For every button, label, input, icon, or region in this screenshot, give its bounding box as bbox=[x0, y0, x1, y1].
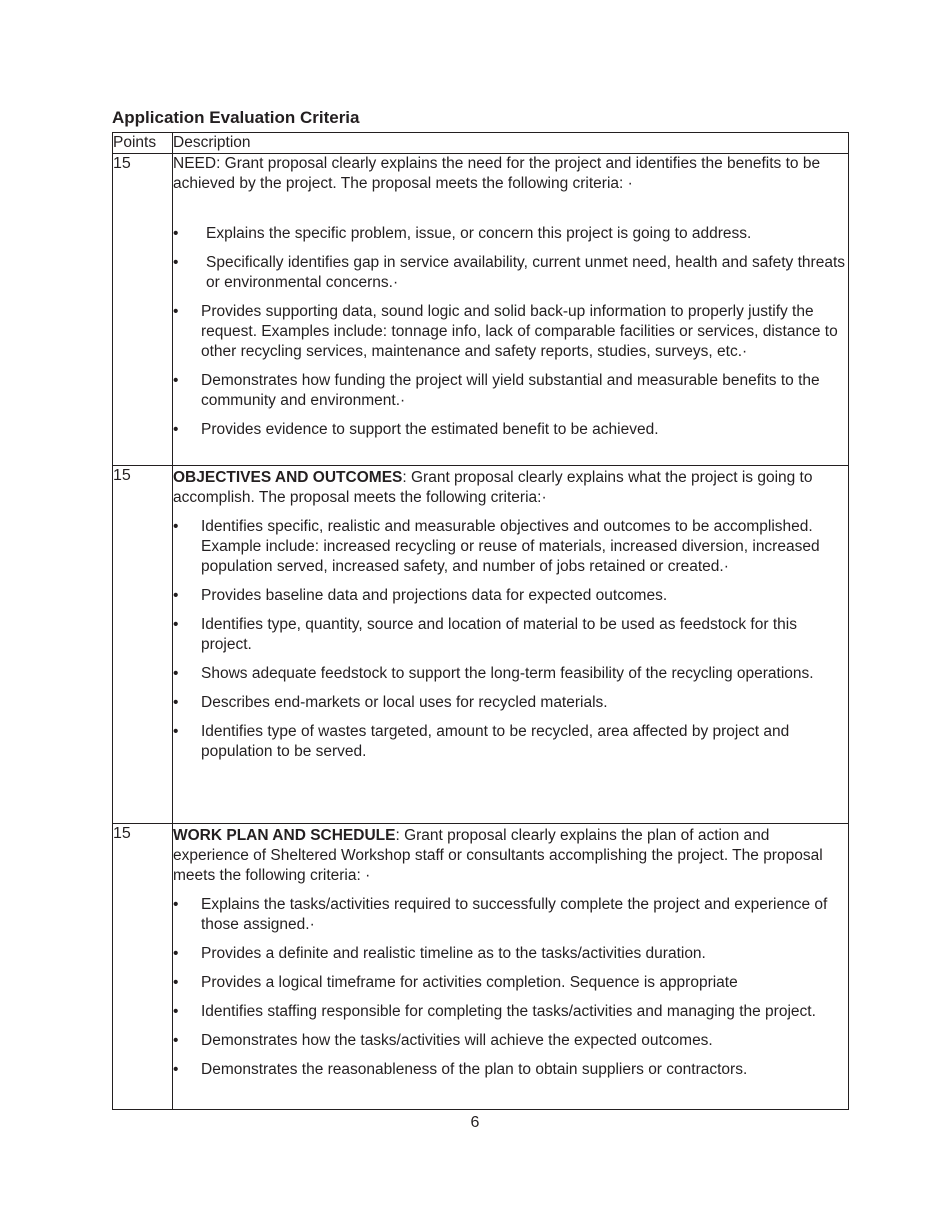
bullet-icon: • bbox=[173, 694, 179, 711]
description-cell bbox=[173, 466, 849, 824]
criteria-lead bbox=[173, 154, 848, 194]
list-item bbox=[173, 664, 848, 684]
criteria-row-objectives bbox=[113, 466, 849, 824]
bullet-icon: • bbox=[173, 254, 179, 271]
criteria-lead-title: WORK PLAN AND SCHEDULE bbox=[173, 827, 396, 844]
list-item bbox=[173, 302, 848, 362]
points-column-header: Points bbox=[113, 133, 173, 154]
bullet-icon: • bbox=[173, 421, 179, 438]
bullet-icon: • bbox=[173, 974, 179, 991]
list-item-text: Provides evidence to support the estimated benefit to be achieved. bbox=[201, 421, 659, 438]
bullet-icon: • bbox=[173, 518, 179, 535]
list-item-text: Provides baseline data and projections data for expected outcomes. bbox=[201, 587, 668, 604]
points-value: 15 bbox=[113, 154, 173, 466]
list-item bbox=[173, 895, 848, 935]
list-item-text: Explains the specific problem, issue, or concern this project is going to address. bbox=[206, 225, 752, 242]
list-item bbox=[173, 586, 848, 606]
list-item bbox=[173, 253, 848, 293]
list-item bbox=[173, 1031, 848, 1051]
bullet-icon: • bbox=[173, 723, 179, 740]
list-item bbox=[173, 420, 848, 440]
list-item-text: Identifies type of wastes targeted, amount to be recycled, area affected by project and population to be served. bbox=[201, 723, 790, 760]
criteria-list bbox=[173, 224, 848, 440]
evaluation-criteria-table bbox=[112, 132, 849, 1110]
list-item bbox=[173, 944, 848, 964]
table-header-row bbox=[113, 133, 849, 154]
list-item-text: Identifies specific, realistic and measurable objectives and outcomes to be accomplished. Example include: increased recycling or reuse of materials, increased diversion, increased population served, increased safety, and number of jobs retained or created.· bbox=[201, 518, 820, 575]
criteria-lead-title: OBJECTIVES AND OUTCOMES bbox=[173, 469, 403, 486]
list-item-text: Specifically identifies gap in service availability, current unmet need, health and safety threats or environmental concerns.· bbox=[206, 254, 846, 291]
list-item-text: Provides supporting data, sound logic and solid back-up information to properly justify the request. Examples include: tonnage info, lack of comparable facilities or services, distance to other recycling services, maintenance and safety reports, studies, surveys, etc.· bbox=[201, 303, 838, 360]
list-item bbox=[173, 722, 848, 762]
description-cell bbox=[173, 824, 849, 1110]
criteria-lead-text: NEED: Grant proposal clearly explains the need for the project and identifies the benefits to be achieved by the project. The proposal meets the following criteria: · bbox=[173, 155, 821, 192]
criteria-list bbox=[173, 517, 848, 762]
description-cell bbox=[173, 154, 849, 466]
description-column-header: Description bbox=[173, 133, 849, 154]
list-item-text: Shows adequate feedstock to support the long-term feasibility of the recycling operations. bbox=[201, 665, 814, 682]
bullet-icon: • bbox=[173, 1003, 179, 1020]
list-item-text: Identifies staffing responsible for completing the tasks/activities and managing the project. bbox=[201, 1003, 816, 1020]
bullet-icon: • bbox=[173, 896, 179, 913]
bullet-icon: • bbox=[173, 1061, 179, 1078]
criteria-lead-text: : Grant proposal clearly explains what the project is going to accomplish. The proposal meets the following criteria:· bbox=[173, 469, 813, 506]
list-item bbox=[173, 371, 848, 411]
list-item bbox=[173, 1060, 848, 1080]
list-item bbox=[173, 517, 848, 577]
page-title: Application Evaluation Criteria bbox=[112, 108, 360, 127]
criteria-lead-text: : Grant proposal clearly explains the plan of action and experience of Sheltered Workshop staff or consultants accomplishing the project. The proposal meets the following criteria: · bbox=[173, 827, 823, 884]
bullet-icon: • bbox=[173, 945, 179, 962]
bullet-icon: • bbox=[173, 616, 179, 633]
list-item-text: Explains the tasks/activities required to successfully complete the project and experience of those assigned.· bbox=[201, 896, 828, 933]
bullet-icon: • bbox=[173, 1032, 179, 1049]
criteria-lead bbox=[173, 468, 848, 508]
criteria-list bbox=[173, 895, 848, 1080]
list-item-text: Demonstrates how the tasks/activities will achieve the expected outcomes. bbox=[201, 1032, 713, 1049]
list-item bbox=[173, 973, 848, 993]
criteria-lead bbox=[173, 826, 848, 886]
list-item-text: Demonstrates how funding the project will yield substantial and measurable benefits to the community and environment.· bbox=[201, 372, 820, 409]
page-number: 6 bbox=[470, 1114, 480, 1131]
list-item bbox=[173, 693, 848, 713]
bullet-icon: • bbox=[173, 665, 179, 682]
list-item-text: Describes end-markets or local uses for recycled materials. bbox=[201, 694, 608, 711]
bullet-icon: • bbox=[173, 303, 179, 320]
points-value: 15 bbox=[113, 824, 173, 1110]
list-item-text: Demonstrates the reasonableness of the plan to obtain suppliers or contractors. bbox=[201, 1061, 748, 1078]
list-item-text: Provides a definite and realistic timeline as to the tasks/activities duration. bbox=[201, 945, 706, 962]
bullet-icon: • bbox=[173, 225, 179, 242]
criteria-row-need bbox=[113, 154, 849, 466]
criteria-row-work-plan bbox=[113, 824, 849, 1110]
list-item-text: Provides a logical timeframe for activities completion. Sequence is appropriate bbox=[201, 974, 738, 991]
bullet-icon: • bbox=[173, 372, 179, 389]
list-item bbox=[173, 1002, 848, 1022]
list-item bbox=[173, 615, 848, 655]
list-item-text: Identifies type, quantity, source and location of material to be used as feedstock for this project. bbox=[201, 616, 797, 653]
list-item bbox=[173, 224, 848, 244]
points-value: 15 bbox=[113, 466, 173, 824]
bullet-icon: • bbox=[173, 587, 179, 604]
